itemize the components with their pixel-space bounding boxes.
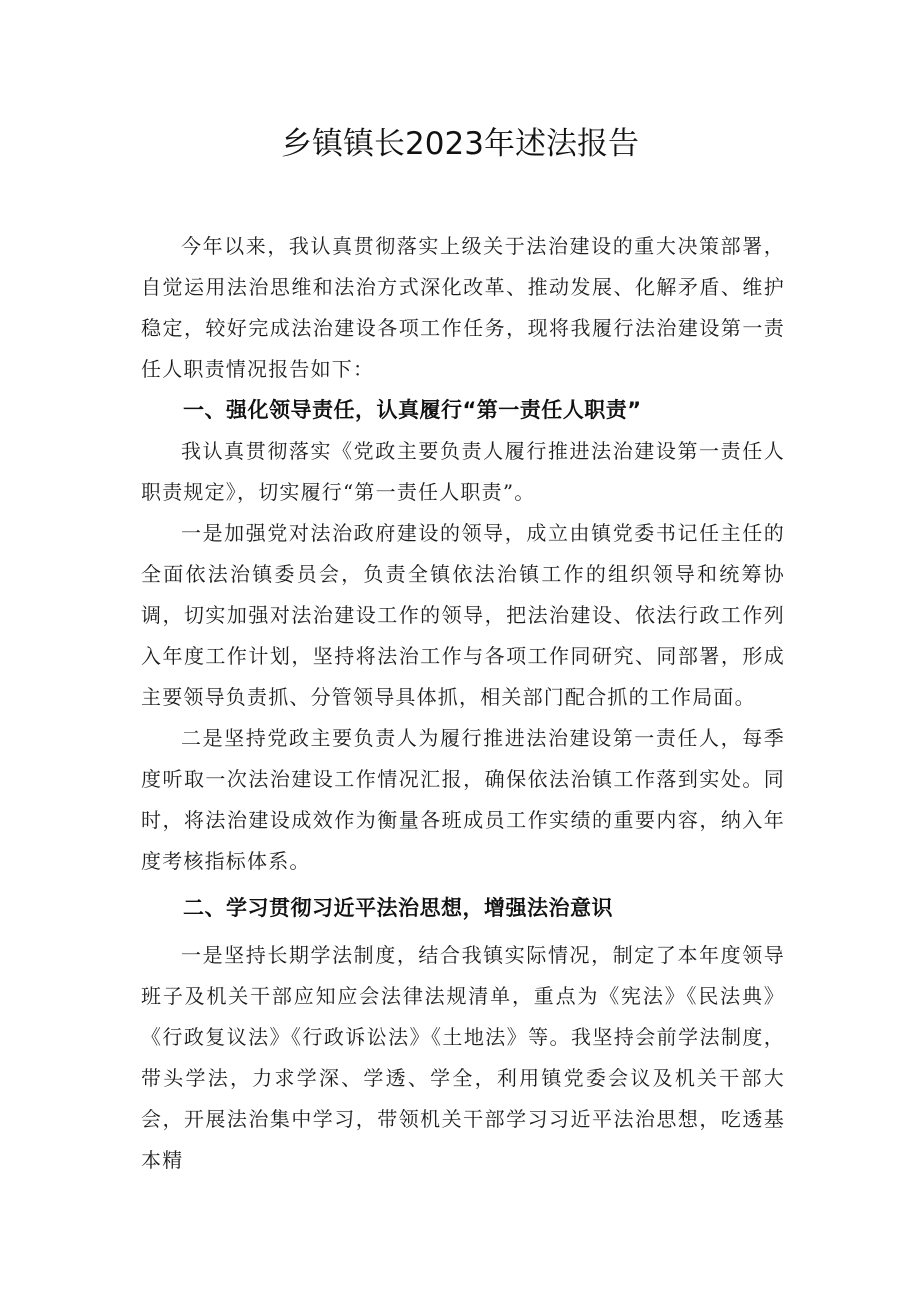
section-2-paragraph-1: 一是坚持长期学法制度，结合我镇实际情况，制定了本年度领导班子及机关干部应知应会法律法规清单，重点为《宪法》《民法典》《行政复议法》《行政诉讼法》《土地法》等。我坚持会前学法制度，带头学法，力求学深、学透、学全，利用镇党委会议及机关干部大会，开展法治集中学习，带领机关干部学习习近平法治思想，吃透基本精 <box>141 943 785 1172</box>
section-1-paragraph-1: 我认真贯彻落实《党政主要负责人履行推进法治建设第一责任人职责规定》，切实履行“第一责任人职责”。 <box>141 439 785 504</box>
section-1-heading: 一、强化领导责任，认真履行“第一责任人职责” <box>183 398 642 422</box>
section-1-paragraph-3: 二是坚持党政主要负责人为履行推进法治建设第一责任人，每季度听取一次法治建设工作情况汇报，确保依法治镇工作落到实处。同时，将法治建设成效作为衡量各班成员工作实绩的重要内容，纳入年度考核指标体系。 <box>141 726 785 873</box>
document-title: 乡镇镇长2023年述法报告 <box>281 126 639 162</box>
document-body <box>141 226 785 1181</box>
intro-paragraph: 今年以来，我认真贯彻落实上级关于法治建设的重大决策部署，自觉运用法治思维和法治方式深化改革、推动发展、化解矛盾、维护稳定，较好完成法治建设各项工作任务，现将我履行法治建设第一责任人职责情况报告如下： <box>141 234 785 381</box>
section-2-heading: 二、学习贯彻习近平法治思想，增强法治意识 <box>183 896 613 920</box>
section-1-paragraph-2: 一是加强党对法治政府建设的领导，成立由镇党委书记任主任的全面依法治镇委员会，负责全镇依法治镇工作的组织领导和统筹协调，切实加强对法治建设工作的领导，把法治建设、依法行政工作列入年度工作计划，坚持将法治工作与各项工作同研究、同部署，形成主要领导负责抓、分管领导具体抓，相关部门配合抓的工作局面。 <box>141 521 785 709</box>
